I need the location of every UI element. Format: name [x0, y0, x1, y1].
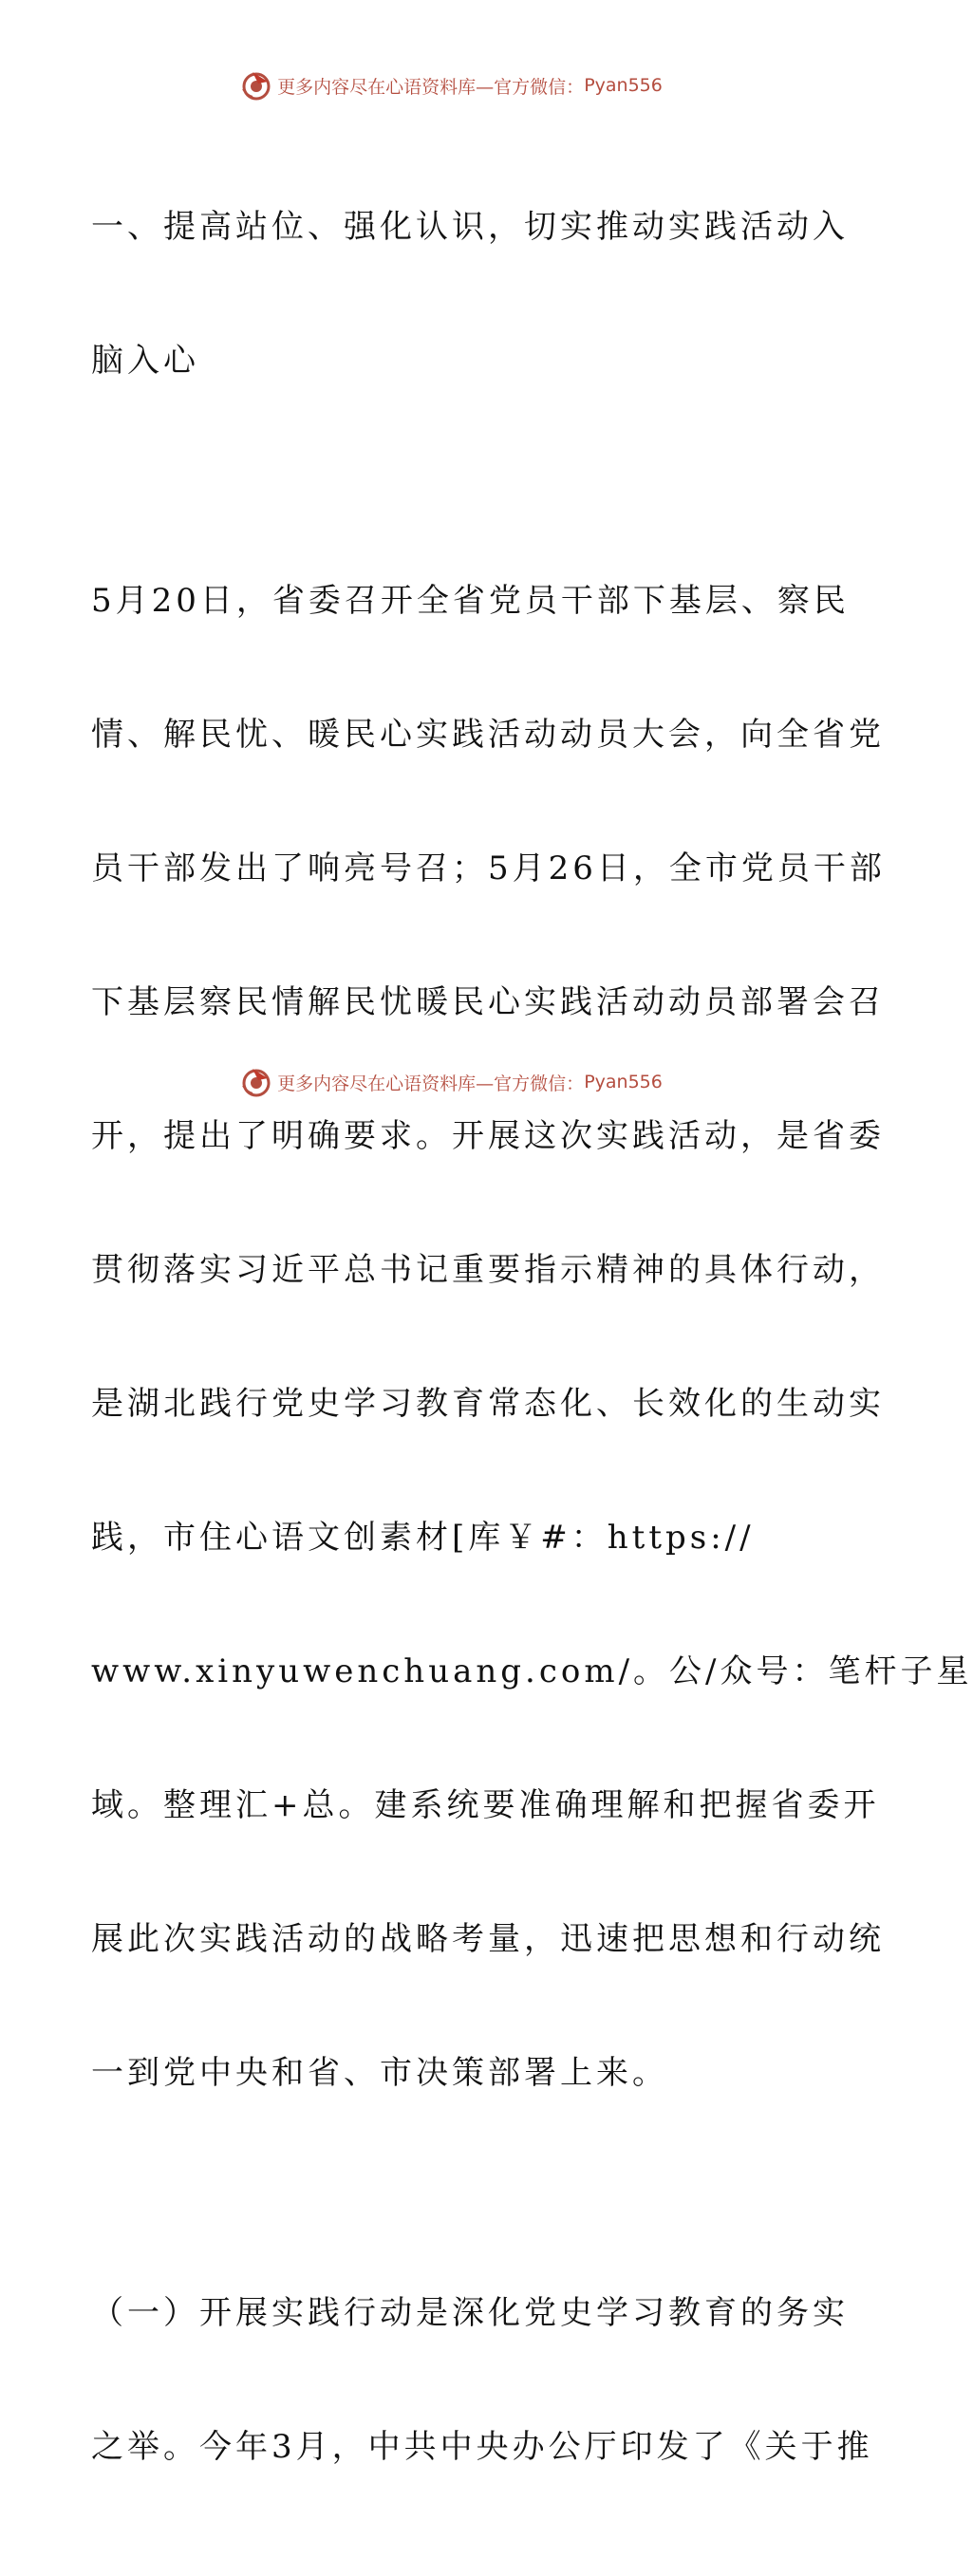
text-line: www.xinyuwenchuang.com/。公/众号：笔杆子星: [91, 1652, 973, 1690]
text-line: 践，市住心语文创素材[库￥#：https://: [91, 1519, 755, 1557]
banner-wechat-label: 官方微信：: [494, 1073, 585, 1094]
banner-main-text: 更多内容尽在心语资料库—: [277, 76, 495, 98]
text-line: 下基层察民情解民忧暖民心实践活动动员部署会召: [91, 983, 885, 1021]
text-line: 情、解民忧、暖民心实践活动动员大会，向全省党: [91, 716, 885, 754]
text-line: 一、提高站位、强化认识，切实推动实践活动入: [91, 208, 849, 246]
body-paragraph: [91, 490, 973, 2185]
banner-account: Pyan556: [584, 75, 663, 96]
text-line: 5月20日，省委召开全省党员干部下基层、察民: [91, 582, 850, 620]
banner-account: Pyan556: [584, 1072, 663, 1092]
text-line: 是湖北践行党史学习教育常态化、长效化的生动实: [91, 1385, 885, 1423]
text-line: 一到党中央和省、市决策部署上来。: [91, 2054, 668, 2092]
heading-paragraph: [91, 116, 849, 473]
brand-logo-icon: [239, 68, 273, 103]
text-line: 员干部发出了响亮号召；5月26日，全市党员干部: [91, 849, 886, 887]
brand-logo-icon: [239, 1065, 273, 1099]
subsection-paragraph: [91, 2202, 873, 2559]
header-watermark-banner: [0, 66, 902, 104]
banner-wechat-label: 官方微信：: [494, 76, 585, 98]
text-line: 脑入心: [91, 342, 199, 380]
text-line: 展此次实践活动的战略考量，迅速把思想和行动统: [91, 1920, 885, 1958]
banner-main-text: 更多内容尽在心语资料库—: [277, 1073, 495, 1094]
text-line: 域。整理汇+总。建系统要准确理解和把握省委开: [91, 1786, 880, 1824]
text-line: 贯彻落实习近平总书记重要指示精神的具体行动，: [91, 1251, 885, 1289]
document-body: [91, 116, 973, 2576]
footer-watermark-banner: [0, 1063, 902, 1101]
text-line: （一）开展实践行动是深化党史学习教育的务实: [91, 2294, 849, 2332]
text-line: 之举。今年3月，中共中央办公厅印发了《关于推: [91, 2428, 873, 2466]
text-line: 开，提出了明确要求。开展这次实践活动，是省委: [91, 1117, 885, 1155]
